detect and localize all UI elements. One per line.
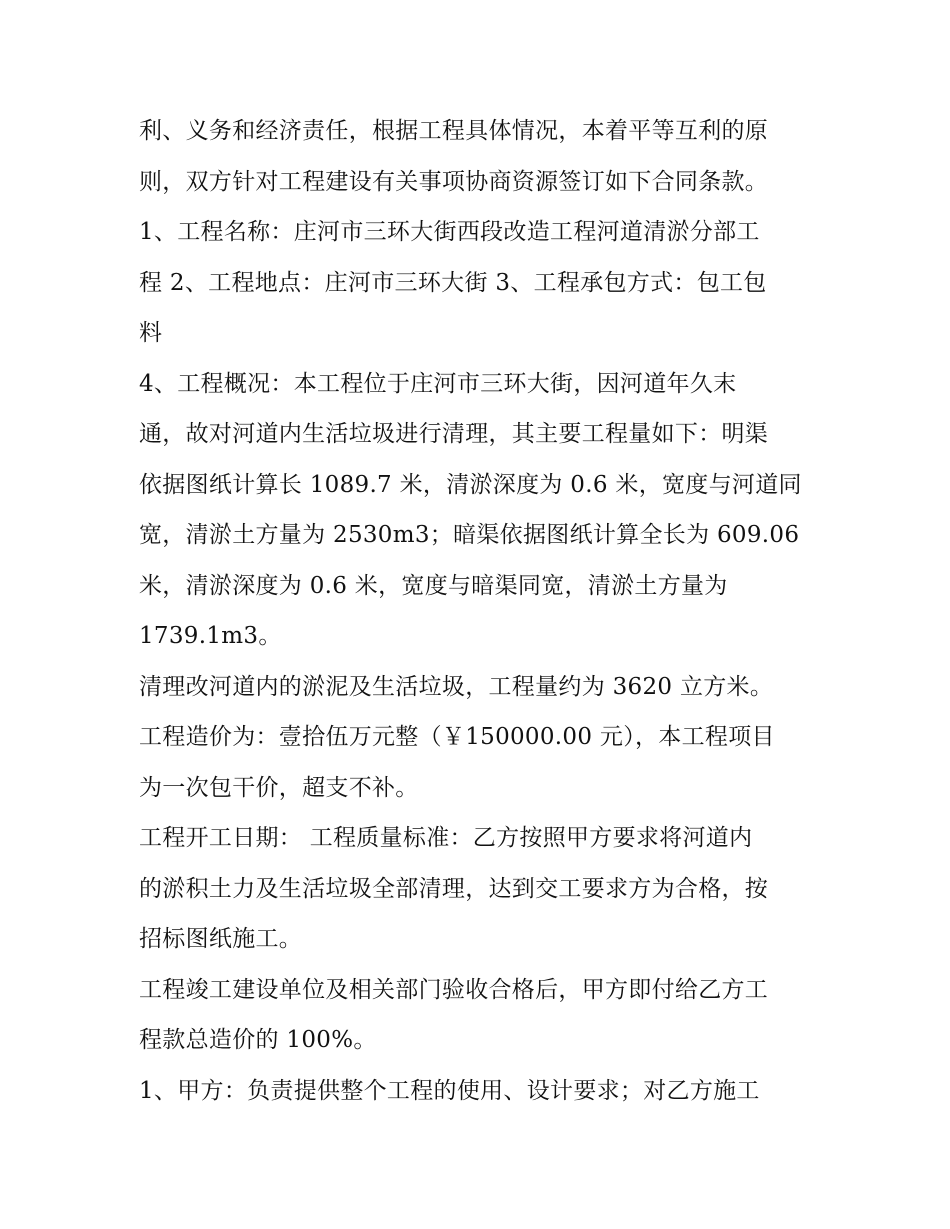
- text-line: 1、工程名称：庄河市三环大街西段改造工程河道清淤分部工: [139, 219, 760, 245]
- text-line: 的淤积土力及生活垃圾全部清理，达到交工要求方为合格，按: [139, 875, 769, 902]
- text-line: 程 2、工程地点：庄河市三环大街 3、工程承包方式：包工包: [139, 269, 767, 296]
- text-line: 为一次包干价，超支不补。: [139, 774, 419, 801]
- text-line: 米，清淤深度为 0.6 米，宽度与暗渠同宽，清淤土方量为: [139, 572, 728, 599]
- text-line: 则，双方针对工程建设有关事项协商资源签订如下合同条款。: [139, 168, 769, 195]
- text-line: 依据图纸计算长 1089.7 米，清淤深度为 0.6 米，宽度与河道同: [139, 471, 802, 498]
- text-line: 通，故对河道内生活垃圾进行清理，其主要工程量如下：明渠: [139, 421, 769, 447]
- text-line: 招标图纸施工。: [139, 926, 303, 952]
- text-line: 工程造价为：壹拾伍万元整（￥150000.00 元），本工程项目: [139, 724, 775, 750]
- text-line: 工程竣工建设单位及相关部门验收合格后，甲方即付给乙方工: [139, 976, 769, 1003]
- text-line: 4、工程概况：本工程位于庄河市三环大街，因河道年久末: [139, 370, 737, 397]
- text-line: 工程开工日期： 工程质量标准：乙方按照甲方要求将河道内: [139, 825, 753, 851]
- text-line: 程款总造价的 100%。: [139, 1027, 377, 1053]
- text-line: 宽，清淤土方量为 2530m3；暗渠依据图纸计算全长为 609.06: [139, 522, 800, 548]
- text-line: 清理改河道内的淤泥及生活垃圾，工程量约为 3620 立方米。: [139, 673, 774, 700]
- text-line: 利、义务和经济责任，根据工程具体情况，本着平等互利的原: [139, 118, 769, 144]
- text-line: 1、甲方：负责提供整个工程的使用、设计要求；对乙方施工: [139, 1077, 760, 1104]
- text-line: 料: [139, 320, 163, 346]
- document-body: [139, 106, 819, 1116]
- text-line: 1739.1m3。: [139, 623, 282, 649]
